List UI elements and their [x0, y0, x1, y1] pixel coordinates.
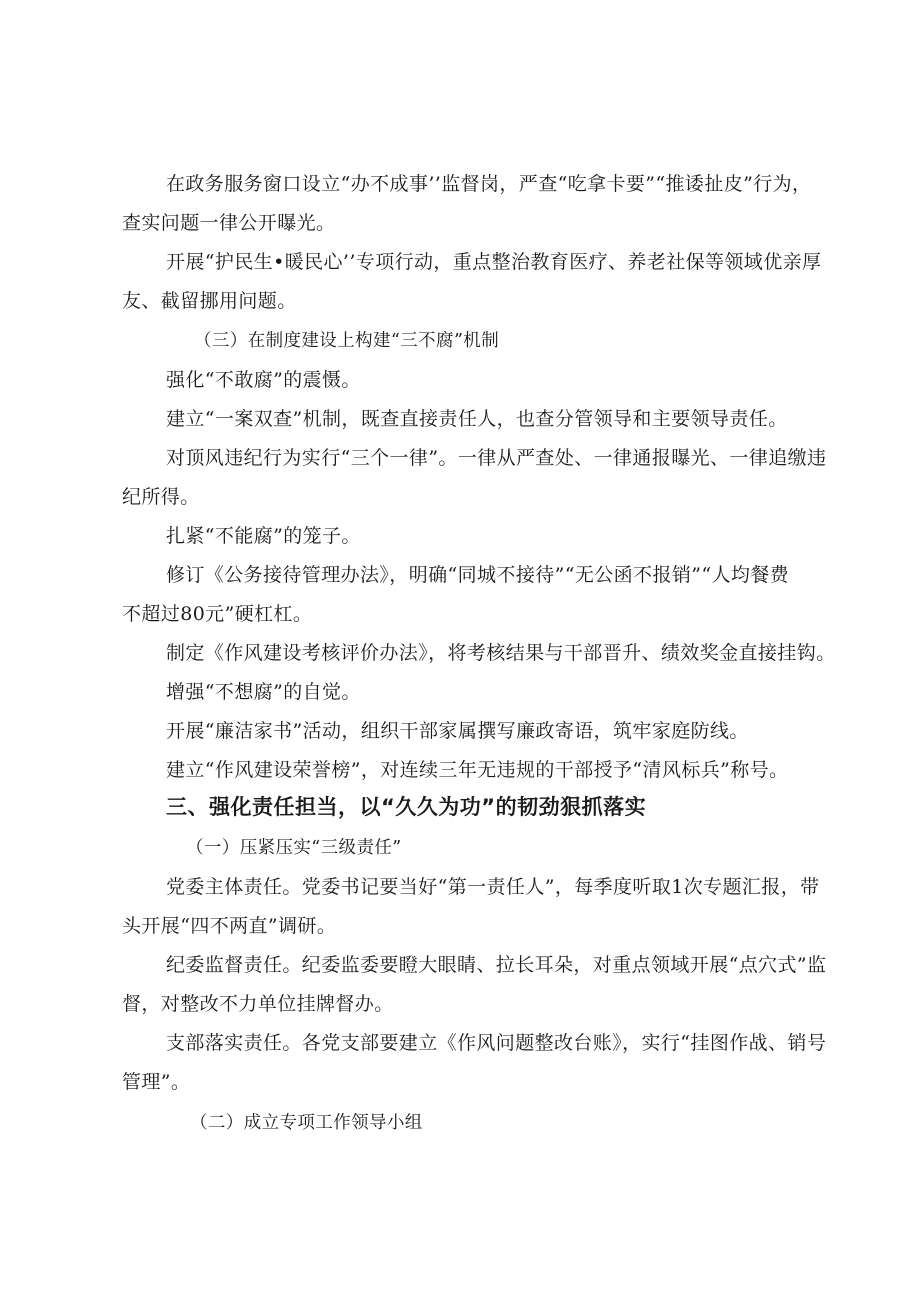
paragraph-line: 开展“廉洁家书”活动，组织干部家属撰写廉政寄语，筑牢家庭防线。: [166, 720, 749, 742]
section-subheading: （二）成立专项工作领导小组: [190, 1113, 423, 1133]
paragraph-line: 支部落实责任。各党支部要建立《作风问题整改台账》，实行“挂图作战、销号: [166, 1032, 827, 1054]
paragraph-line: 建立“作风建设荣誉榜”，对连续三年无违规的干部授予“清风标兵”称号。: [166, 759, 789, 781]
paragraph-line: 查实问题一律公开曝光。: [122, 212, 336, 234]
paragraph-line: 建立“一案双查”机制，既查直接责任人，也查分管领导和主要领导责任。: [166, 408, 788, 430]
paragraph-line: 增强“不想腐”的自觉。: [166, 681, 361, 703]
paragraph-line: 在政务服务窗口设立“办不成事’’监督岗，严查“吃拿卡要”“推诿扯皮”行为，: [166, 173, 812, 195]
paragraph-line: 友、截留挪用问题。: [122, 290, 297, 312]
paragraph-line: 不超过80元”硬杠杠。: [122, 603, 313, 625]
paragraph-line: 开展“护民生•暖民心’’专项行动，重点整治教育医疗、养老社保等领域优亲厚: [166, 251, 822, 273]
paragraph-line: 督，对整改不力单位挂牌督办。: [122, 993, 394, 1015]
paragraph-line: 制定《作风建设考核评价办法》，将考核结果与干部晋升、绩效奖金直接挂钩。: [166, 642, 836, 664]
paragraph-line: 修订《公务接待管理办法》，明确“同城不接待”“无公函不报销”“人均餐费: [166, 564, 790, 586]
section-subheading: （三）在制度建设上构建“三不腐”机制: [194, 331, 500, 351]
paragraph-line: 对顶风违纪行为实行“三个一律”。一律从严查处、一律通报曝光、一律追缴违: [166, 447, 827, 469]
paragraph-line: 纪所得。: [122, 486, 200, 508]
paragraph-line: 管理”。: [122, 1071, 191, 1093]
paragraph-line: 扎紧“不能腐”的笼子。: [166, 525, 361, 547]
section-heading: 三、强化责任担当，以“久久为功”的韧劲狠抓落实: [166, 795, 647, 819]
section-subheading: （一）压紧压实“三级责任”: [186, 838, 402, 858]
paragraph-line: 强化“不敢腐”的震慑。: [166, 369, 361, 391]
paragraph-line: 头开展“四不两直”调研。: [122, 915, 337, 937]
paragraph-line: 党委主体责任。党委书记要当好“第一责任人”，每季度听取1次专题汇报，带: [166, 876, 820, 898]
paragraph-line: 纪委监督责任。纪委监委要瞪大眼睛、拉长耳朵，对重点领域开展“点穴式”监: [166, 954, 827, 976]
